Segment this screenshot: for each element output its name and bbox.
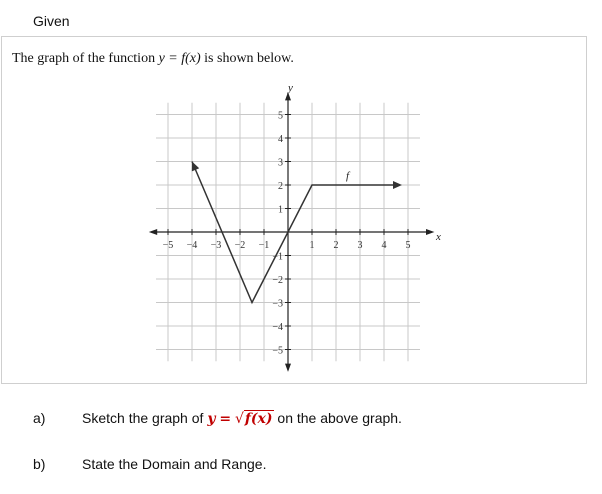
function-arrow-right [393,181,402,189]
y-tick-label: −5 [272,345,283,357]
x-tick-label: 4 [381,240,387,251]
x-tick-label: −1 [258,240,270,251]
math-sqrt [235,410,274,427]
math-inner: f(x) [244,411,273,427]
y-tick-label: −2 [272,275,283,286]
x-tick-label: −2 [234,240,246,251]
y-tick-label: 5 [278,110,283,122]
y-tick-label: 3 [278,157,283,169]
x-tick-label: 1 [309,240,315,251]
x-tick-label: −5 [162,240,174,251]
radical-sign: √ [234,411,244,427]
y-tick-label: 2 [278,181,283,192]
question-a-suffix: on the above graph. [277,410,402,426]
x-tick-label: −4 [186,240,198,251]
x-tick-label: 3 [357,240,363,251]
question-b-text: State the Domain and Range. [82,456,267,472]
math-equals: = [219,411,232,427]
intro-suffix: is shown below. [204,51,294,66]
question-b-label: b) [33,456,46,472]
y-tick-label: −1 [272,251,283,263]
given-label: Given [33,13,70,29]
y-tick-label: −3 [272,298,283,310]
x-tick-label: −3 [210,240,222,251]
y-tick-label: −4 [272,322,283,333]
y-axis-arrow-down [285,364,291,372]
y-axis-label: y [288,82,293,94]
question-a-label: a) [33,410,46,426]
math-y: y [207,411,216,427]
x-axis-label: x [436,231,441,243]
question-a-text [82,410,402,427]
y-tick-label: 1 [278,204,283,216]
x-tick-label: 2 [333,240,339,251]
function-label: f [346,170,350,182]
intro-function: y = f(x) [158,51,201,66]
x-axis-arrow-right [426,229,434,235]
question-a-prefix: Sketch the graph of [82,410,204,426]
y-tick-label: 4 [278,134,283,145]
intro-prefix: The graph of the function [12,51,156,66]
x-axis-arrow-left [149,229,157,235]
x-tick-label: 5 [405,240,411,251]
